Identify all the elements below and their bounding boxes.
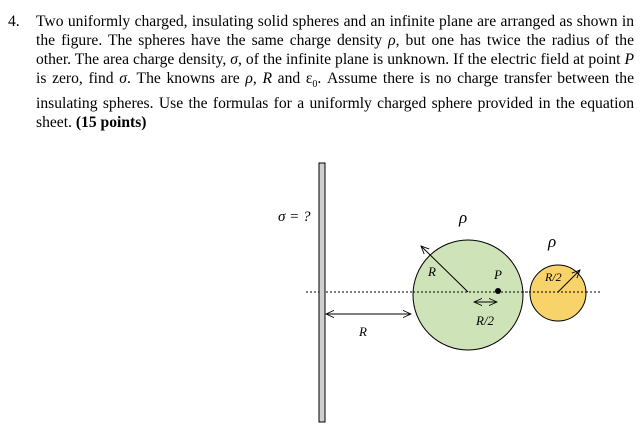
points-label: (15 points) — [75, 114, 147, 132]
problem-text-1: Two uniformly charged, insulating solid spheres and an infinite plane are arranged as shown in the figure. The spheres have the same charge density — [36, 13, 634, 49]
sigma-label: σ = ? — [278, 209, 311, 225]
half-radius-label: R/2 — [476, 313, 495, 328]
large-radius-label: R — [428, 264, 436, 279]
point-p-label: P — [494, 267, 502, 282]
problem-text-6: , — [252, 70, 263, 87]
point-p-symbol: P — [624, 51, 635, 68]
problem-text-3: , of the infinite plane is unknown. If the electric field at point — [237, 51, 625, 68]
small-radius-label: R/2 — [545, 270, 562, 284]
problem-text-7: and ε — [271, 70, 313, 87]
problem-text-4: is zero, find — [36, 70, 120, 87]
rho-small-label: ρ — [548, 232, 557, 251]
sigma-symbol: σ — [230, 51, 238, 68]
rho-symbol: ρ — [388, 32, 396, 49]
radius-symbol: R — [262, 70, 272, 87]
point-p-dot — [495, 288, 501, 294]
infinite-plane — [319, 163, 325, 422]
problem-text-2: , but one has twice the radius of the other. The area charge density, — [36, 32, 634, 68]
problem-text-5: . The knowns are — [126, 70, 246, 87]
rho-symbol-2: ρ — [245, 70, 253, 87]
plane-distance-label: R — [359, 324, 367, 339]
epsilon-subscript: 0 — [312, 79, 318, 91]
sigma-symbol-2: σ — [119, 70, 127, 87]
problem-text-8: . Assume there is no charge transfer between the insulating spheres. Use the formulas for a uniformly charged sphere provided in the equation sheet. — [36, 70, 634, 132]
rho-large-label: ρ — [459, 208, 468, 227]
large-sphere — [413, 240, 523, 350]
problem-number: 4. — [8, 13, 20, 30]
